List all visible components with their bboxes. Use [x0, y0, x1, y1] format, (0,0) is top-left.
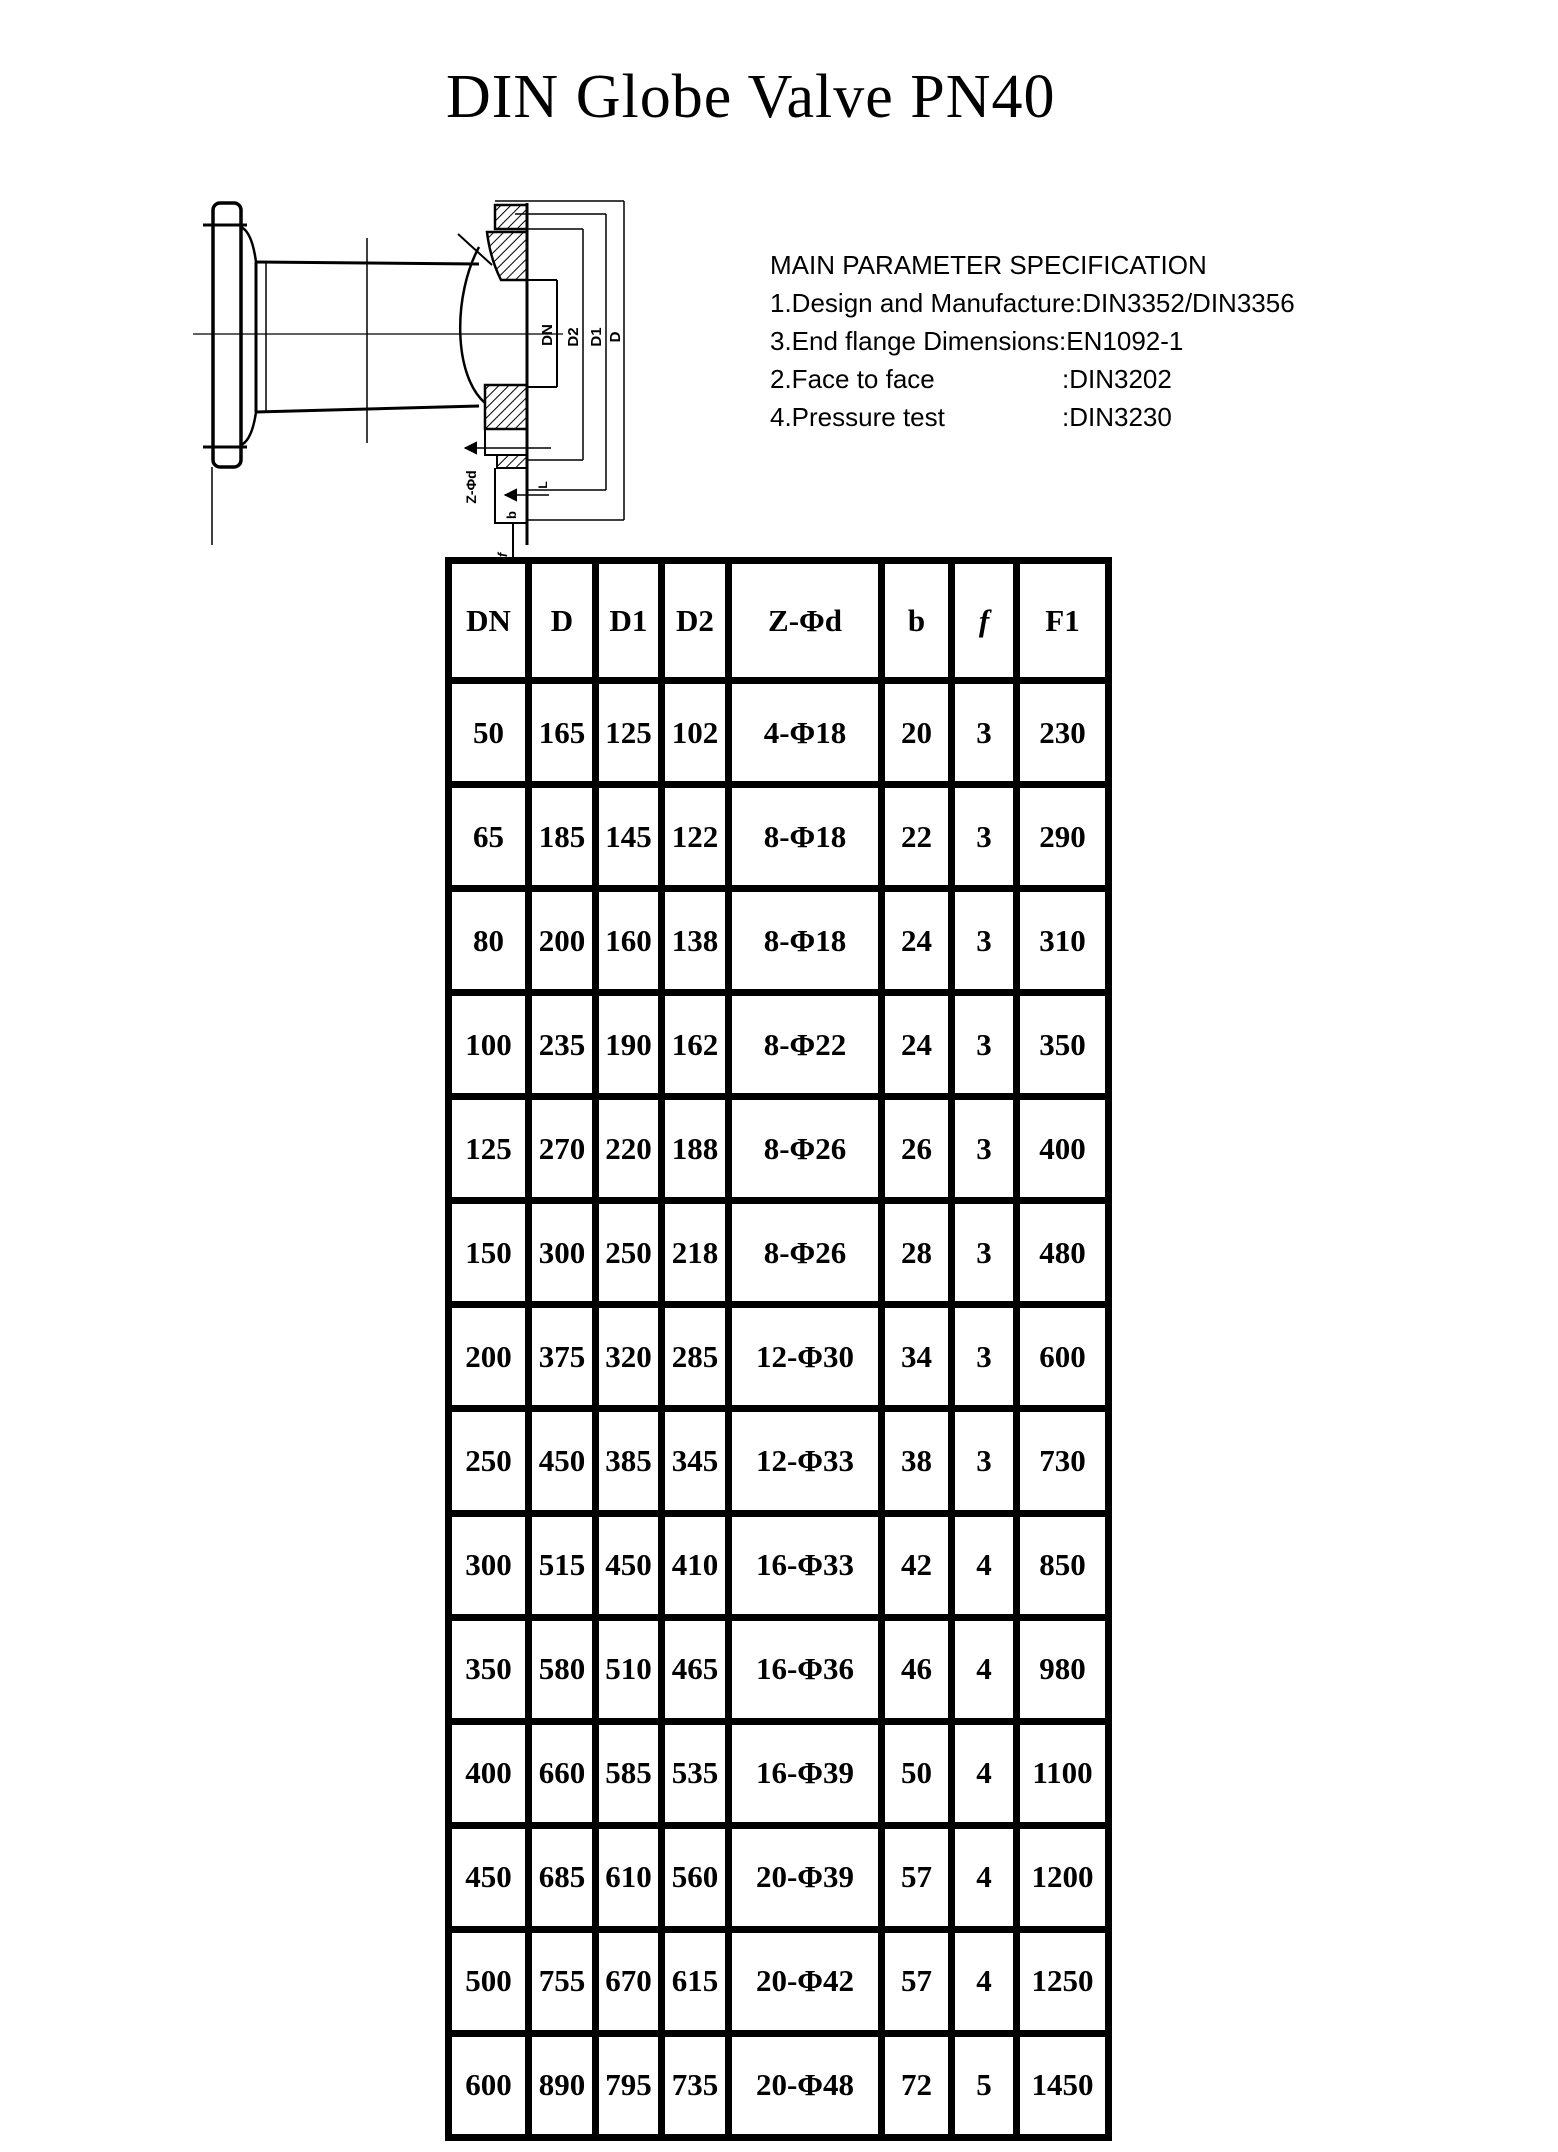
drawing-label-dn: DN [539, 324, 556, 346]
spec-item-label: 3.End flange Dimensions: [770, 326, 1067, 356]
table-cell: 5 [952, 2033, 1017, 2137]
table-cell: 57 [882, 1825, 952, 1929]
table-cell: 100 [449, 993, 529, 1097]
spec-item-value: :DIN3202 [1062, 364, 1172, 394]
column-header: DN [449, 561, 529, 681]
table-cell: 20-Φ42 [729, 1929, 882, 2033]
table-row [449, 1409, 1109, 1513]
table-cell: 8-Φ22 [729, 993, 882, 1097]
table-row [449, 1721, 1109, 1825]
table-cell: 1200 [1017, 1825, 1109, 1929]
table-cell: 28 [882, 1201, 952, 1305]
table-cell: 4 [952, 1513, 1017, 1617]
table-cell: 16-Φ39 [729, 1721, 882, 1825]
table-cell: 200 [449, 1305, 529, 1409]
column-header: b [882, 561, 952, 681]
table-cell: 465 [662, 1617, 729, 1721]
table-cell: 350 [1017, 993, 1109, 1097]
table-cell: 125 [596, 681, 662, 785]
table-cell: 16-Φ33 [729, 1513, 882, 1617]
table-cell: 3 [952, 1097, 1017, 1201]
page-title: DIN Globe Valve PN40 [446, 63, 1056, 131]
table-cell: 1450 [1017, 2033, 1109, 2137]
column-header: f [952, 561, 1017, 681]
table-cell: 580 [529, 1617, 596, 1721]
table-cell: 4 [952, 1617, 1017, 1721]
table-cell: 4 [952, 1721, 1017, 1825]
table-cell: 3 [952, 889, 1017, 993]
table-row [449, 2033, 1109, 2137]
table-cell: 8-Φ18 [729, 785, 882, 889]
table-cell: 3 [952, 1201, 1017, 1305]
spec-item-value: DIN3352/DIN3356 [1082, 288, 1295, 318]
drawing-label-d2: D2 [565, 327, 582, 347]
table-cell: 560 [662, 1825, 729, 1929]
table-cell: 50 [449, 681, 529, 785]
table-cell: 38 [882, 1409, 952, 1513]
column-header: Z-Φd [729, 561, 882, 681]
spec-line [770, 284, 1295, 322]
spec-line [770, 360, 1295, 398]
table-cell: 250 [449, 1409, 529, 1513]
table-cell: 890 [529, 2033, 596, 2137]
table-cell: 230 [1017, 681, 1109, 785]
spec-item-label: 2.Face to face [770, 364, 935, 394]
table-cell: 162 [662, 993, 729, 1097]
table-cell: 600 [1017, 1305, 1109, 1409]
column-header: F1 [1017, 561, 1109, 681]
dimension-table [445, 557, 1112, 2141]
table-cell: 8-Φ26 [729, 1097, 882, 1201]
table-cell: 250 [596, 1201, 662, 1305]
drawing-label-b: b [504, 511, 519, 519]
spec-block [770, 246, 1295, 436]
table-row [449, 681, 1109, 785]
table-cell: 34 [882, 1305, 952, 1409]
table-cell: 12-Φ30 [729, 1305, 882, 1409]
table-cell: 4 [952, 1825, 1017, 1929]
column-header: D2 [662, 561, 729, 681]
spec-line [770, 322, 1295, 360]
table-cell: 385 [596, 1409, 662, 1513]
table-cell: 125 [449, 1097, 529, 1201]
table-row [449, 1513, 1109, 1617]
table-cell: 26 [882, 1097, 952, 1201]
spec-item-value: EN1092-1 [1066, 326, 1184, 356]
table-cell: 42 [882, 1513, 952, 1617]
table-cell: 3 [952, 993, 1017, 1097]
table-row [449, 889, 1109, 993]
table-cell: 50 [882, 1721, 952, 1825]
table-cell: 615 [662, 1929, 729, 2033]
table-cell: 980 [1017, 1617, 1109, 1721]
table-cell: 72 [882, 2033, 952, 2137]
table-cell: 685 [529, 1825, 596, 1929]
table-cell: 375 [529, 1305, 596, 1409]
table-cell: 218 [662, 1201, 729, 1305]
table-cell: 450 [596, 1513, 662, 1617]
spec-item-label: 4.Pressure test [770, 402, 945, 432]
table-cell: 122 [662, 785, 729, 889]
table-cell: 755 [529, 1929, 596, 2033]
table-cell: 795 [596, 2033, 662, 2137]
table-cell: 1100 [1017, 1721, 1109, 1825]
table-cell: 46 [882, 1617, 952, 1721]
table-cell: 730 [1017, 1409, 1109, 1513]
table-cell: 270 [529, 1097, 596, 1201]
table-row [449, 1305, 1109, 1409]
table-cell: 660 [529, 1721, 596, 1825]
table-cell: 3 [952, 681, 1017, 785]
table-cell: 450 [529, 1409, 596, 1513]
table-body [449, 681, 1109, 2138]
table-cell: 4-Φ18 [729, 681, 882, 785]
drawing-label-f: f [495, 552, 510, 558]
table-cell: 610 [596, 1825, 662, 1929]
spec-items [770, 284, 1295, 436]
table-cell: 4 [952, 1929, 1017, 2033]
table-cell: 735 [662, 2033, 729, 2137]
table-row [449, 1617, 1109, 1721]
table-cell: 535 [662, 1721, 729, 1825]
table-cell: 16-Φ36 [729, 1617, 882, 1721]
table-cell: 350 [449, 1617, 529, 1721]
table-cell: 220 [596, 1097, 662, 1201]
table-cell: 1250 [1017, 1929, 1109, 2033]
valve-technical-drawing [135, 135, 665, 595]
table-cell: 80 [449, 889, 529, 993]
table-head [449, 561, 1109, 681]
table-cell: 585 [596, 1721, 662, 1825]
table-cell: 24 [882, 889, 952, 993]
table-cell: 320 [596, 1305, 662, 1409]
table-row [449, 785, 1109, 889]
table-cell: 850 [1017, 1513, 1109, 1617]
table-cell: 22 [882, 785, 952, 889]
table-cell: 24 [882, 993, 952, 1097]
spec-item-value: :DIN3230 [1062, 402, 1172, 432]
drawing-label-d: D [607, 331, 624, 343]
table-cell: 57 [882, 1929, 952, 2033]
table-cell: 12-Φ33 [729, 1409, 882, 1513]
column-header: D1 [596, 561, 662, 681]
table-cell: 150 [449, 1201, 529, 1305]
table-cell: 165 [529, 681, 596, 785]
table-cell: 8-Φ26 [729, 1201, 882, 1305]
table-row [449, 1825, 1109, 1929]
table-cell: 3 [952, 785, 1017, 889]
table-row [449, 993, 1109, 1097]
spec-line [770, 398, 1295, 436]
table-cell: 20 [882, 681, 952, 785]
table-cell: 102 [662, 681, 729, 785]
table-cell: 200 [529, 889, 596, 993]
table-cell: 500 [449, 1929, 529, 2033]
table-cell: 235 [529, 993, 596, 1097]
spec-heading: MAIN PARAMETER SPECIFICATION [770, 250, 1207, 280]
table-cell: 285 [662, 1305, 729, 1409]
table-cell: 300 [449, 1513, 529, 1617]
table-cell: 190 [596, 993, 662, 1097]
table-cell: 3 [952, 1305, 1017, 1409]
table-cell: 160 [596, 889, 662, 993]
table-cell: 510 [596, 1617, 662, 1721]
table-row [449, 1201, 1109, 1305]
table-cell: 600 [449, 2033, 529, 2137]
table-cell: 3 [952, 1409, 1017, 1513]
drawing-label-z-phi-d: Z-Φd [463, 470, 479, 504]
table-cell: 400 [449, 1721, 529, 1825]
table-cell: 400 [1017, 1097, 1109, 1201]
table-cell: 20-Φ48 [729, 2033, 882, 2137]
table-cell: 480 [1017, 1201, 1109, 1305]
table-cell: 290 [1017, 785, 1109, 889]
column-header: D [529, 561, 596, 681]
drawing-label-l: L [536, 481, 550, 489]
table-cell: 410 [662, 1513, 729, 1617]
spec-item-label: 1.Design and Manufacture: [770, 288, 1083, 318]
drawing-linework [193, 201, 624, 583]
table-cell: 65 [449, 785, 529, 889]
table-cell: 450 [449, 1825, 529, 1929]
table-cell: 138 [662, 889, 729, 993]
table-cell: 670 [596, 1929, 662, 2033]
drawing-label-d1: D1 [588, 327, 605, 347]
table-cell: 20-Φ39 [729, 1825, 882, 1929]
table-cell: 515 [529, 1513, 596, 1617]
table-cell: 145 [596, 785, 662, 889]
table-cell: 300 [529, 1201, 596, 1305]
table-row [449, 1097, 1109, 1201]
table-cell: 8-Φ18 [729, 889, 882, 993]
table-cell: 188 [662, 1097, 729, 1201]
table-row [449, 1929, 1109, 2033]
table-header-row [449, 561, 1109, 681]
table-cell: 185 [529, 785, 596, 889]
table-cell: 345 [662, 1409, 729, 1513]
table-cell: 310 [1017, 889, 1109, 993]
